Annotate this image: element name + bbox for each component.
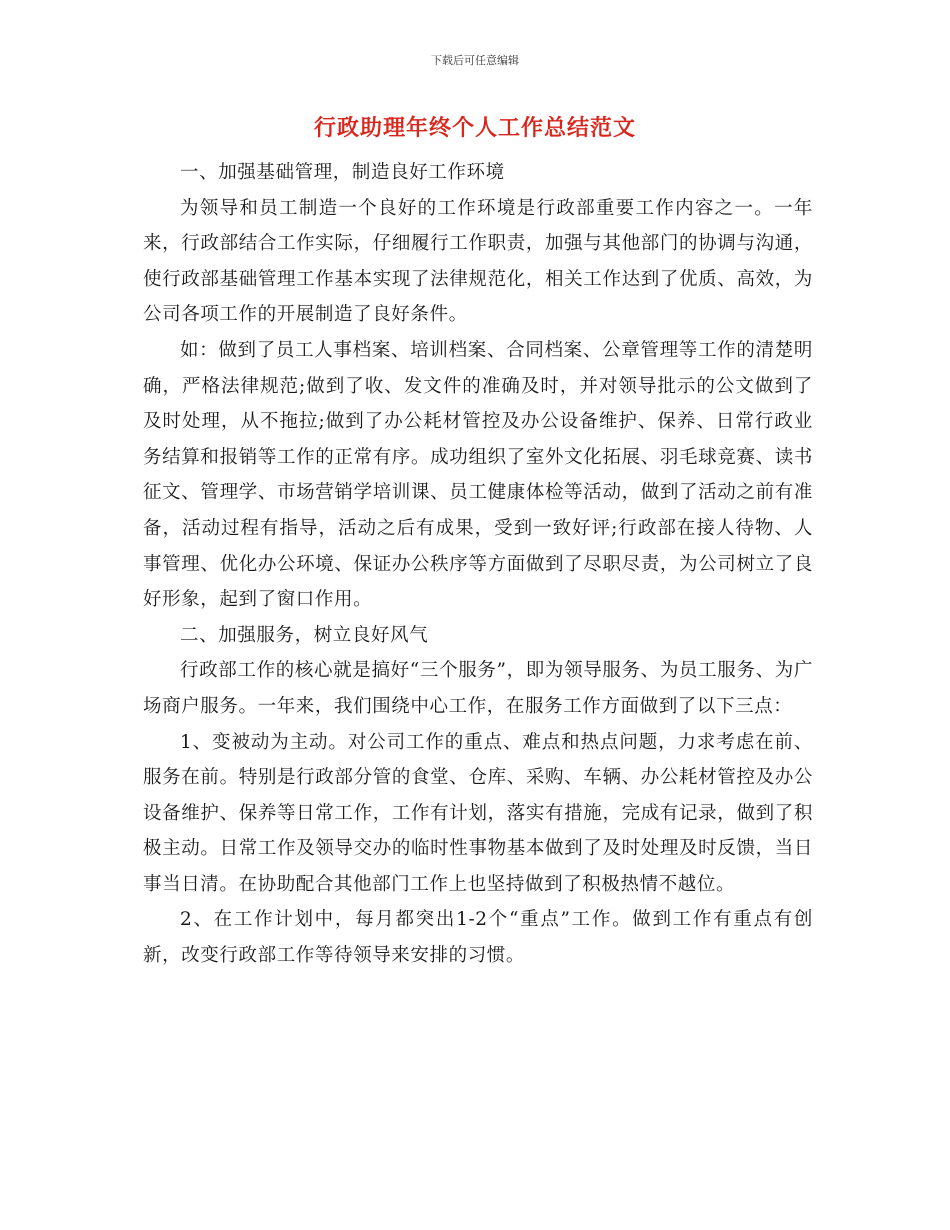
section-1-paragraph-2: 如：做到了员工人事档案、培训档案、合同档案、公章管理等工作的清楚明确，严格法律规范;做到了收、发文件的准确及时，并对领导批示的公文做到了及时处理，从不拖拉;做到了办公耗材管控及办公设备维护、保养、日常行政业务结算和报销等工作的正常有序。成功组织了室外文化拓展、羽毛球竞赛、读书征文、管理学、市场营销学培训课、员工健康体检等活动，做到了活动之前有准备，活动过程有指导，活动之后有成果，受到一致好评;行政部在接人待物、人事管理、优化办公环境、保证办公秩序等方面做到了尽职尽责，为公司树立了良好形象，起到了窗口作用。 <box>143 339 813 611</box>
document-body <box>143 155 813 974</box>
section-2-item-2: 2、在工作计划中，每月都突出1-2个“重点”工作。做到工作有重点有创新，改变行政部工作等待领导来安排的习惯。 <box>143 909 813 967</box>
document-title: 行政助理年终个人工作总结范文 <box>313 115 636 141</box>
section-1-heading: 一、加强基础管理，制造良好工作环境 <box>180 162 505 183</box>
section-1-paragraph-1: 为领导和员工制造一个良好的工作环境是行政部重要工作内容之一。一年来，行政部结合工作实际，仔细履行工作职责，加强与其他部门的协调与沟通，使行政部基础管理工作基本实现了法律规范化，相关工作达到了优质、高效，为公司各项工作的开展制造了良好条件。 <box>143 197 813 326</box>
section-2-item-1: 1、变被动为主动。对公司工作的重点、难点和热点问题，力求考虑在前、服务在前。特别是行政部分管的食堂、仓库、采购、车辆、办公耗材管控及办公设备维护、保养等日常工作，工作有计划，落实有措施，完成有记录，做到了积极主动。日常工作及领导交办的临时性事物基本做到了及时处理及时反馈，当日事当日清。在协助配合其他部门工作上也坚持做到了积极热情不越位。 <box>143 731 813 895</box>
page-header-note: 下载后可任意编辑 <box>431 54 519 67</box>
section-2-paragraph-1: 行政部工作的核心就是搞好“三个服务”，即为领导服务、为员工服务、为广场商户服务。一年来，我们围绕中心工作，在服务工作方面做到了以下三点： <box>143 660 813 717</box>
section-2-heading: 二、加强服务，树立良好风气 <box>180 624 429 646</box>
